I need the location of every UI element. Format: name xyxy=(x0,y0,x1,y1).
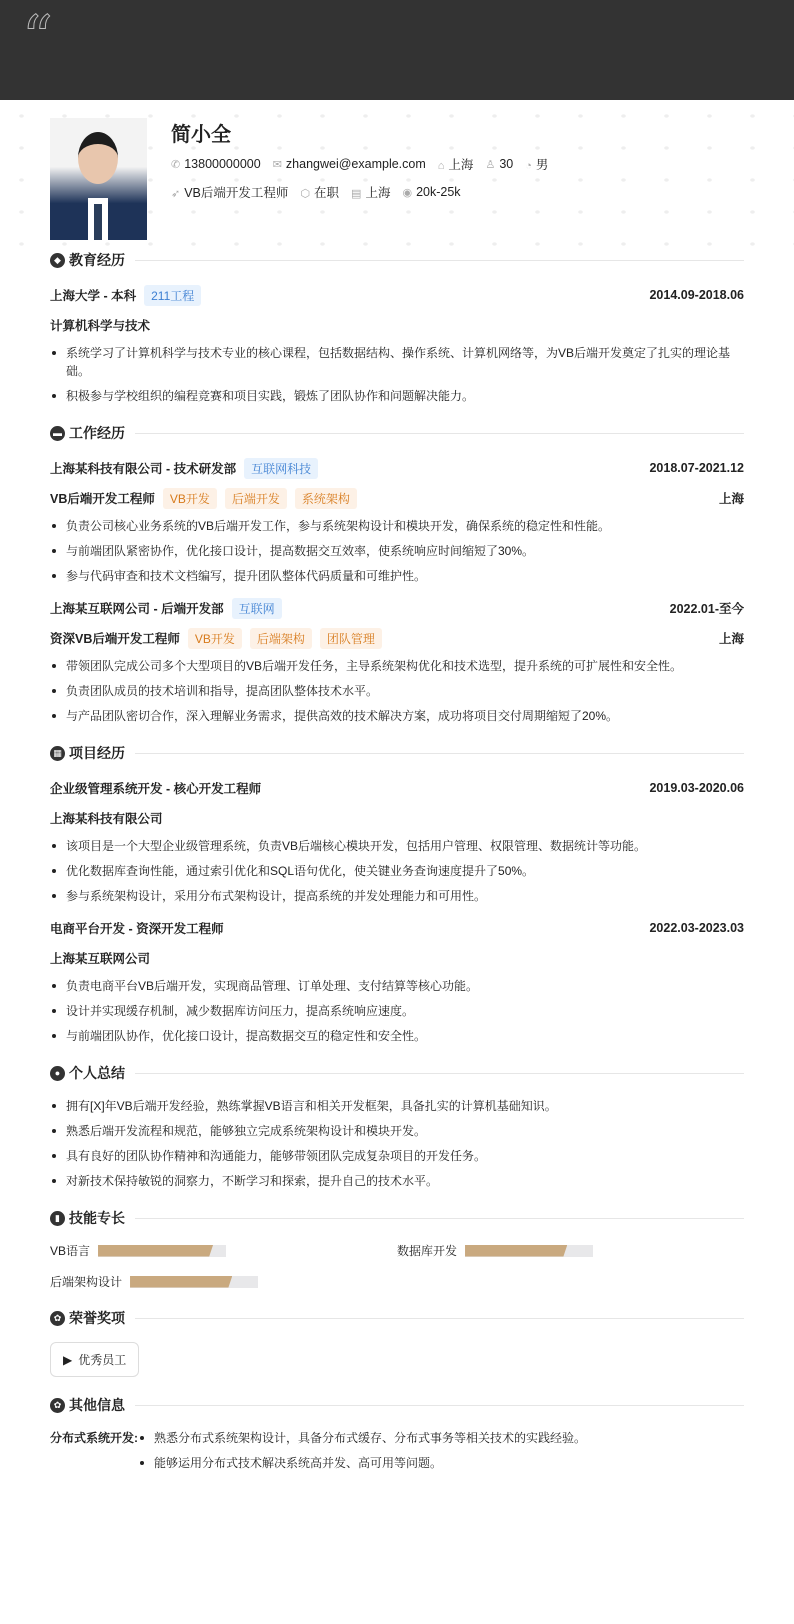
candidate-name: 简小全 xyxy=(171,124,231,146)
graduation-cap-icon: ◆ xyxy=(50,253,65,268)
skill-bar xyxy=(98,1245,226,1257)
education-tag: 211工程 xyxy=(144,285,201,306)
quote-icon: “ xyxy=(22,3,53,73)
section-work: ▬ 工作经历 xyxy=(50,423,744,443)
top-banner xyxy=(0,0,794,100)
section-summary: ● 个人总结 xyxy=(50,1063,744,1083)
section-education: ◆ 教育经历 xyxy=(50,250,744,270)
building-icon: ▤ xyxy=(351,188,362,200)
skill-bar-fill xyxy=(98,1245,213,1257)
gender: 男 xyxy=(535,158,549,172)
send-icon: ➶ xyxy=(171,188,181,200)
status: 在职 xyxy=(314,186,340,200)
skill-item: VB语言 xyxy=(50,1242,397,1259)
profile-header xyxy=(0,100,794,250)
award-icon: ✿ xyxy=(50,1311,65,1326)
skill-bar-fill xyxy=(130,1276,232,1288)
salary: 20k-25k xyxy=(416,185,461,199)
skill-bar xyxy=(465,1245,593,1257)
summary-bullets: 拥有[X]年VB后端开发经验，熟练掌握VB语言和相关开发框架，具备扎实的计算机基础知识。 熟悉后端开发流程和规范，能够独立完成系统架构设计和模块开发。 具有良好的团队协作精神和沟通能力，能够带领团队完成复杂项目的开发任务。 对新技术保持敏锐的洞察力，不断学习和探索，提升自己的技术水平。 xyxy=(50,1097,744,1190)
skill-bar xyxy=(130,1276,258,1288)
position: VB后端开发工程师 xyxy=(184,186,289,200)
gender-icon: ◔ xyxy=(525,160,532,172)
briefcase-icon: ▬ xyxy=(50,426,65,441)
job-entry: 上海某互联网公司 - 后端开发部 互联网 2022.01-至今 资深VB后端开发工程师 VB开发 后端架构 团队管理 上海 带领团队完成公司多个大型项目的VB后端开发任务，主导系统架构优化和技术选型，提升系统的可扩展性和安全性。 负责团队成员的技术培训和指导，提高团队整体技术水平。 与产品团队密切合作，深入理解业务需求，提供高效的技术解决方案，成功将项目交付周期缩短了20%。 xyxy=(50,597,744,725)
skill-item: 数据库开发 xyxy=(397,1242,744,1259)
award-item[interactable]: ▶ 优秀员工 xyxy=(50,1342,139,1377)
home-icon: ⌂ xyxy=(437,160,445,172)
status-icon: ⬡ xyxy=(300,188,311,200)
education-bullets: 系统学习了计算机科学与技术专业的核心课程，包括数据结构、操作系统、计算机网络等，为VB后端开发奠定了扎实的理论基础。 积极参与学校组织的编程竞赛和项目实践，锻炼了团队协作和问题解决能力。 xyxy=(50,344,744,405)
age-icon: ♙ xyxy=(485,159,496,171)
project-entry: 企业级管理系统开发 - 核心开发工程师 2019.03-2020.06 上海某科技有限公司 该项目是一个大型企业级管理系统，负责VB后端核心模块开发，包括用户管理、权限管理、数据统计等功能。 优化数据库查询性能，通过索引优化和SQL语句优化，使关键业务查询速度提升了50%。 参与系统架构设计，采用分布式架构设计，提高系统的并发处理能力和可用性。 xyxy=(50,781,744,903)
user-icon: ● xyxy=(50,1066,65,1081)
salary-icon: ◉ xyxy=(402,187,413,199)
job-entry: 上海某科技有限公司 - 技术研发部 互联网科技 2018.07-2021.12 VB后端开发工程师 VB开发 后端开发 系统架构 上海 负责公司核心业务系统的VB后端开发工作，参与系统架构设计和模块开发，确保系统的稳定性和性能。 与前端团队紧密协作，优化接口设计，提高数据交互效率，使系统响应时间缩短了30%。 参与代码审查和技术文档编写，提升团队整体代码质量和可维护性。 xyxy=(50,457,744,585)
triangle-right-icon: ▶ xyxy=(63,1352,73,1367)
chart-icon: ▮ xyxy=(50,1211,65,1226)
section-other: ✿ 其他信息 xyxy=(50,1395,744,1415)
info-icon: ✿ xyxy=(50,1398,65,1413)
email-icon: ✉ xyxy=(272,159,282,171)
job-intent-line xyxy=(171,183,461,201)
skill-bar-fill xyxy=(465,1245,567,1257)
education-row: 上海大学 - 本科 211工程 2014.09-2018.06 xyxy=(50,284,744,306)
email: zhangwei@example.com xyxy=(285,157,426,171)
major: 计算机科学与技术 xyxy=(50,319,151,333)
section-skills: ▮ 技能专长 xyxy=(50,1208,744,1228)
age: 30 xyxy=(499,157,514,171)
section-awards: ✿ 荣誉奖项 xyxy=(50,1308,744,1328)
location: 上海 xyxy=(448,158,474,172)
avatar xyxy=(50,118,147,240)
phone: 13800000000 xyxy=(184,157,261,171)
phone-icon: ✆ xyxy=(171,159,181,171)
project-entry: 电商平台开发 - 资深开发工程师 2022.03-2023.03 上海某互联网公司 负责电商平台VB后端开发，实现商品管理、订单处理、支付结算等核心功能。 设计并实现缓存机制，减少数据库访问压力，提高系统响应速度。 与前端团队协作，优化接口设计，提高数据交互的稳定性和安全性。 xyxy=(50,921,744,1043)
section-projects: ▦ 项目经历 xyxy=(50,743,744,763)
skills-list xyxy=(50,1242,744,1290)
work-city: 上海 xyxy=(365,186,391,200)
other-info: 分布式系统开发: 熟悉分布式系统架构设计，具备分布式缓存、分布式事务等相关技术的实践经验。 能够运用分布式技术解决系统高并发、高可用等问题。 xyxy=(50,1429,744,1479)
contact-line xyxy=(171,155,548,173)
grid-icon: ▦ xyxy=(50,746,65,761)
skill-item: 后端架构设计 xyxy=(50,1273,397,1290)
